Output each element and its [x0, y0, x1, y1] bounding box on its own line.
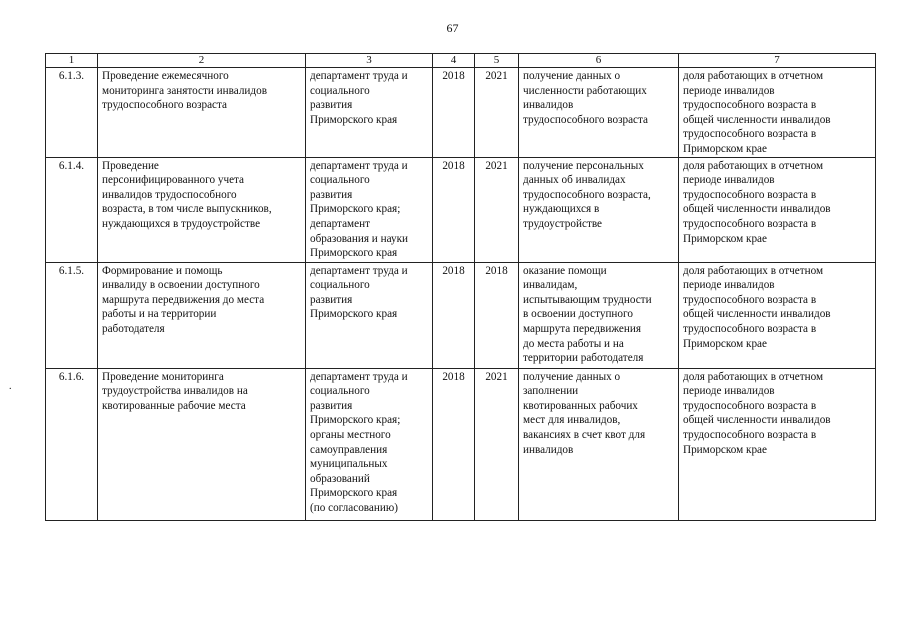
executor-cell-line: органы местного	[310, 428, 391, 441]
result-cell-line: получение данных о	[523, 70, 621, 82]
header-cell-2: 2	[98, 54, 306, 68]
action-cell-line: персонифицированного учета	[102, 174, 245, 187]
indicator-cell-line: периоде инвалидов	[683, 279, 775, 292]
indicator-cell	[679, 368, 876, 520]
result-cell-line: инвалидов	[523, 443, 574, 456]
indicator-cell-line: трудоспособного возраста в	[683, 322, 817, 335]
indicator-cell-line: трудоспособного возраста в	[683, 188, 817, 201]
indicator-cell-line: периоде инвалидов	[683, 385, 775, 398]
indicator-cell-line: периоде инвалидов	[683, 84, 775, 97]
indicator-cell-line: трудоспособного возраста в	[683, 293, 817, 306]
table-row	[46, 262, 876, 368]
result-cell-line: территории работодателя	[523, 352, 644, 365]
executor-cell-line: Приморского края	[310, 113, 398, 126]
action-cell-line: маршрута передвижения до места	[102, 293, 265, 306]
page-number: 67	[446, 21, 459, 35]
indicator-cell-line: общей численности инвалидов	[683, 414, 831, 427]
indicator-cell	[679, 157, 876, 262]
end-year: 2021	[475, 368, 519, 520]
executor-cell-line: развития	[310, 188, 353, 201]
result-cell-line: трудоустройстве	[523, 217, 603, 230]
action-cell	[98, 68, 306, 158]
result-cell-line: испытывающим трудности	[523, 293, 652, 306]
result-cell-line: оказание помощи	[523, 264, 607, 277]
executor-cell	[306, 157, 433, 262]
indicator-cell-line: общей численности инвалидов	[683, 203, 831, 216]
item-number: 6.1.4.	[46, 157, 98, 262]
indicator-cell-line: Приморском крае	[683, 443, 767, 456]
start-year: 2018	[433, 368, 475, 520]
indicator-cell-line: доля работающих в отчетном	[683, 370, 824, 383]
item-number: 6.1.3.	[46, 68, 98, 158]
executor-cell-line: департамент труда и	[310, 70, 408, 82]
action-cell	[98, 157, 306, 262]
header-row	[46, 54, 876, 68]
action-cell-line: работы и на территории	[102, 308, 217, 321]
action-cell-line: Проведение ежемесячного	[102, 70, 229, 82]
executor-cell-line: департамент труда и	[310, 264, 408, 277]
item-number: 6.1.6.	[46, 368, 98, 520]
measures-table	[45, 53, 876, 521]
result-cell-line: данных об инвалидах	[523, 174, 626, 187]
indicator-cell	[679, 68, 876, 158]
end-year: 2018	[475, 262, 519, 368]
result-cell-line: инвалидов	[523, 99, 574, 112]
result-cell-line: инвалидам,	[523, 279, 578, 292]
action-cell-line: мониторинга занятости инвалидов	[102, 84, 267, 97]
executor-cell-line: развития	[310, 399, 353, 412]
result-cell-line: трудоспособного возраста	[523, 113, 649, 126]
indicator-cell-line: трудоспособного возраста в	[683, 217, 817, 230]
action-cell	[98, 262, 306, 368]
result-cell-line: трудоспособного возраста,	[523, 188, 651, 201]
result-cell-line: до места работы и на	[523, 337, 624, 350]
executor-cell-line: социального	[310, 174, 370, 187]
indicator-cell-line: трудоспособного возраста в	[683, 99, 817, 112]
result-cell	[519, 68, 679, 158]
executor-cell-line: социального	[310, 84, 370, 97]
result-cell	[519, 368, 679, 520]
header-cell-1: 1	[46, 54, 98, 68]
action-cell-line: трудоспособного возраста	[102, 99, 228, 112]
result-cell-line: численности работающих	[523, 84, 647, 97]
executor-cell-line: Приморского края	[310, 487, 398, 500]
indicator-cell-line: Приморском крае	[683, 232, 767, 245]
executor-cell	[306, 262, 433, 368]
indicator-cell-line: Приморском крае	[683, 142, 767, 155]
start-year: 2018	[433, 157, 475, 262]
end-year: 2021	[475, 157, 519, 262]
executor-cell-line: развития	[310, 99, 353, 112]
action-cell-line: инвалидов трудоспособного	[102, 188, 237, 201]
indicator-cell	[679, 262, 876, 368]
executor-cell-line: самоуправления	[310, 443, 388, 456]
result-cell-line: получение данных о	[523, 370, 621, 383]
executor-cell-line: образований	[310, 472, 370, 485]
result-cell-line: мест для инвалидов,	[523, 414, 621, 427]
indicator-cell-line: Приморском крае	[683, 337, 767, 350]
indicator-cell-line: периоде инвалидов	[683, 174, 775, 187]
header-cell-7: 7	[679, 54, 876, 68]
start-year: 2018	[433, 68, 475, 158]
result-cell-line: квотированных рабочих	[523, 399, 638, 412]
table-row	[46, 68, 876, 158]
start-year: 2018	[433, 262, 475, 368]
executor-cell-line: Приморского края;	[310, 203, 401, 216]
result-cell-line: маршрута передвижения	[523, 322, 641, 335]
executor-cell-line: муниципальных	[310, 458, 388, 471]
executor-cell	[306, 368, 433, 520]
table-row	[46, 157, 876, 262]
result-cell-line: нуждающихся в	[523, 203, 600, 216]
end-year: 2021	[475, 68, 519, 158]
indicator-cell-line: доля работающих в отчетном	[683, 264, 824, 277]
item-number: 6.1.5.	[46, 262, 98, 368]
result-cell	[519, 262, 679, 368]
executor-cell-line: (по согласованию)	[310, 501, 398, 514]
indicator-cell-line: общей численности инвалидов	[683, 308, 831, 321]
header-cell-4: 4	[433, 54, 475, 68]
action-cell-line: нуждающихся в трудоустройстве	[102, 217, 261, 230]
result-cell	[519, 157, 679, 262]
result-cell-line: получение персональных	[523, 159, 644, 172]
executor-cell-line: департамент	[310, 217, 370, 230]
action-cell-line: инвалиду в освоении доступного	[102, 279, 260, 292]
result-cell-line: вакансиях в счет квот для	[523, 428, 646, 441]
executor-cell-line: социального	[310, 279, 370, 292]
indicator-cell-line: трудоспособного возраста в	[683, 428, 817, 441]
executor-cell-line: департамент труда и	[310, 370, 408, 383]
action-cell-line: работодателя	[102, 322, 165, 335]
result-cell-line: в освоении доступного	[523, 308, 633, 321]
indicator-cell-line: доля работающих в отчетном	[683, 70, 824, 82]
executor-cell-line: Приморского края	[310, 247, 398, 260]
indicator-cell-line: трудоспособного возраста в	[683, 399, 817, 412]
action-cell-line: возраста, в том числе выпускников,	[102, 203, 272, 216]
executor-cell-line: образования и науки	[310, 232, 408, 245]
indicator-cell-line: доля работающих в отчетном	[683, 159, 824, 172]
action-cell-line: Формирование и помощь	[102, 264, 223, 277]
indicator-cell-line: общей численности инвалидов	[683, 113, 831, 126]
executor-cell	[306, 68, 433, 158]
executor-cell-line: Приморского края;	[310, 414, 401, 427]
executor-cell-line: Приморского края	[310, 308, 398, 321]
executor-cell-line: социального	[310, 385, 370, 398]
executor-cell-line: департамент труда и	[310, 159, 408, 172]
header-cell-6: 6	[519, 54, 679, 68]
table-row	[46, 368, 876, 520]
indicator-cell-line: трудоспособного возраста в	[683, 128, 817, 141]
header-cell-5: 5	[475, 54, 519, 68]
margin-mark: .	[9, 381, 12, 392]
action-cell-line: Проведение	[102, 159, 159, 172]
action-cell-line: квотированные рабочие места	[102, 399, 246, 412]
action-cell-line: трудоустройства инвалидов на	[102, 385, 248, 398]
executor-cell-line: развития	[310, 293, 353, 306]
action-cell	[98, 368, 306, 520]
header-cell-3: 3	[306, 54, 433, 68]
result-cell-line: заполнении	[523, 385, 579, 398]
action-cell-line: Проведение мониторинга	[102, 370, 224, 383]
